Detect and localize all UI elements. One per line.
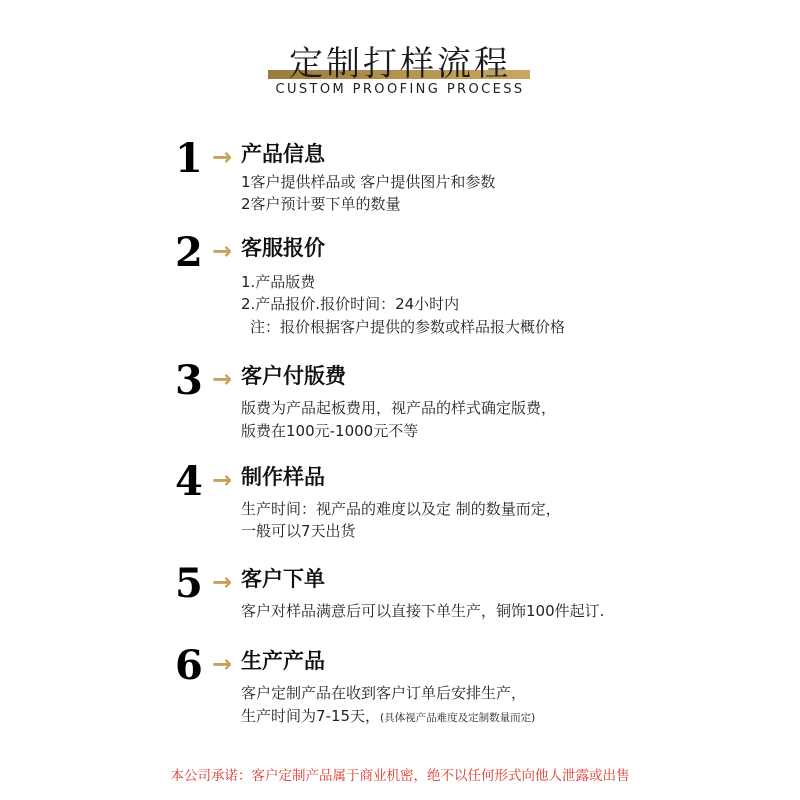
company-commitment-footer: 本公司承诺：客户定制产品属于商业机密，绝不以任何形式向他人泄露或出售 xyxy=(170,768,630,784)
step-small-note: (具体视产品难度及定制数量而定) xyxy=(380,712,536,724)
step-detail-line: 版费在100元-1000元不等 xyxy=(241,422,419,440)
step-title: 制作样品 xyxy=(241,465,325,489)
step-title: 客户下单 xyxy=(241,567,325,591)
arrow-right-icon: → xyxy=(212,466,233,494)
arrow-right-icon: → xyxy=(212,650,233,678)
step-number: 6 xyxy=(175,642,203,689)
step-title: 生产产品 xyxy=(241,649,325,673)
step-detail-line: 版费为产品起板费用，视产品的样式确定版费， xyxy=(241,399,557,417)
step-detail-line: 1.产品版费 xyxy=(241,273,316,291)
step-detail-line: 生产时间：视产品的难度以及定 制的数量而定， xyxy=(241,500,561,518)
arrow-right-icon: → xyxy=(212,237,233,265)
step-detail-line: 客户定制产品在收到客户订单后安排生产， xyxy=(241,684,527,702)
step-detail-line: 2.产品报价.报价时间：24小时内 xyxy=(241,295,460,313)
page-header xyxy=(0,0,800,110)
step-detail-text: 生产时间为7-15天， xyxy=(241,707,381,725)
step-number: 5 xyxy=(175,560,203,607)
step-number: 1 xyxy=(175,135,203,182)
step-detail-line: 客户对样品满意后可以直接下单生产，铜饰100件起订. xyxy=(241,602,605,620)
step-title: 产品信息 xyxy=(241,142,325,166)
step-detail-line: 1客户提供样品或 客户提供图片和参数 xyxy=(241,173,496,191)
step-number: 2 xyxy=(175,229,203,276)
page-subtitle: CUSTOM PROOFING PROCESS xyxy=(275,82,525,97)
arrow-right-icon: → xyxy=(212,568,233,596)
step-note: 注：报价根据客户提供的参数或样品报大概价格 xyxy=(250,318,566,336)
page-title: 定制打样流程 xyxy=(289,44,511,84)
step-number: 4 xyxy=(175,458,203,505)
step-number: 3 xyxy=(175,357,203,404)
step-title: 客服报价 xyxy=(241,236,325,260)
arrow-right-icon: → xyxy=(212,365,233,393)
step-detail-line: 一般可以7天出货 xyxy=(241,522,356,540)
step-detail-line: 2客户预计要下单的数量 xyxy=(241,195,401,213)
step-detail-line xyxy=(241,705,535,729)
arrow-right-icon: → xyxy=(212,143,233,171)
step-title: 客户付版费 xyxy=(241,364,346,388)
